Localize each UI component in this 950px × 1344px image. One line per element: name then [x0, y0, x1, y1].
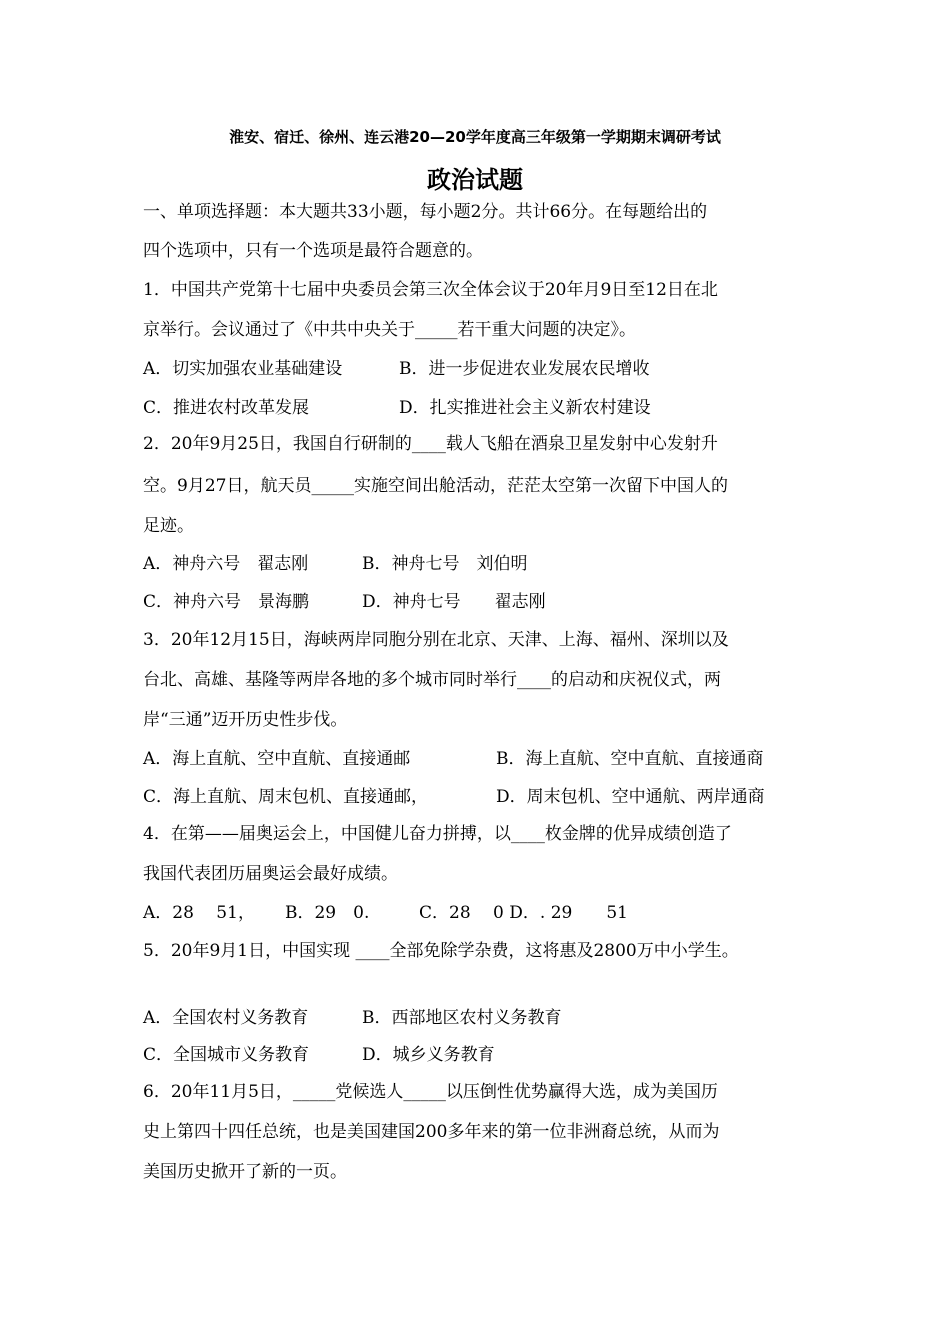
question-2-stem-line-3: 足迹。: [143, 516, 194, 536]
question-1-stem-line-1: 1．中国共产党第十七届中央委员会第三次全体会议于20年月9日至12日在北: [143, 280, 718, 300]
question-3-stem-line-3: 岸“三通”迈开历史性步伐。: [143, 710, 348, 730]
question-5-stem-line-1: 5．20年9月1日，中国实现 ____全部免除学杂费，这将惠及2800万中小学生。: [143, 941, 739, 961]
question-3-options-row-1: [143, 748, 764, 770]
question-1-option-a: A．切实加强农业基础建设: [143, 359, 343, 379]
page-title: 政治试题: [427, 166, 523, 194]
question-2-option-b: B．神舟七号 刘伯明: [362, 554, 528, 574]
question-4-options-row: [143, 902, 628, 924]
question-1-stem-line-2: 京举行。会议通过了《中共中央关于_____若干重大问题的决定》。: [143, 320, 636, 340]
question-2-option-d: D．神舟七号 翟志刚: [362, 592, 546, 612]
section-intro-line-1: 一、单项选择题：本大题共33小题，每小题2分。共计66分。在每题给出的: [143, 202, 708, 222]
question-1-option-c: C．推进农村改革发展: [143, 398, 310, 418]
question-5-option-b: B．西部地区农村义务教育: [362, 1008, 562, 1028]
question-2-stem-line-1: 2．20年9月25日，我国自行研制的____载人飞船在酒泉卫星发射中心发射升: [143, 434, 718, 454]
question-4-option-b: B．29 0.: [285, 903, 370, 923]
question-3-option-d: D．周末包机、空中通航、两岸通商: [496, 787, 765, 807]
question-2-option-a: A．神舟六号 翟志刚: [143, 554, 309, 574]
question-2-option-c: C．神舟六号 景海鹏: [143, 592, 310, 612]
question-5-options-row-2: [143, 1044, 495, 1066]
question-1-option-b: B．进一步促进农业发展农民增收: [399, 359, 650, 379]
question-3-option-b: B．海上直航、空中直航、直接通商: [496, 749, 764, 769]
exam-subtitle: 淮安、宿迁、徐州、连云港20—20学年度高三年级第一学期期末调研考试: [229, 128, 721, 146]
question-1-option-d: D．扎实推进社会主义新农村建设: [399, 398, 651, 418]
question-6-stem-line-3: 美国历史掀开了新的一页。: [143, 1162, 347, 1182]
question-3-stem-line-1: 3．20年12月15日，海峡两岸同胞分别在北京、天津、上海、福州、深圳以及: [143, 630, 729, 650]
question-2-options-row-2: [143, 591, 546, 613]
question-3-options-row-2: [143, 786, 765, 808]
question-2-stem-line-2: 空。9月27日，航天员_____实施空间出舱活动，茫茫太空第一次留下中国人的: [143, 476, 728, 496]
question-3-option-c: C．海上直航、周末包机、直接通邮，: [143, 787, 429, 807]
question-3-option-a: A．海上直航、空中直航、直接通邮: [143, 749, 411, 769]
question-4-option-a: A．28 51，: [143, 903, 255, 923]
question-3-stem-line-2: 台北、高雄、基隆等两岸各地的多个城市同时举行____的启动和庆祝仪式，两: [143, 670, 721, 690]
question-5-option-d: D．城乡义务教育: [362, 1045, 495, 1065]
question-5-option-c: C．全国城市义务教育: [143, 1045, 310, 1065]
section-intro-line-2: 四个选项中，只有一个选项是最符合题意的。: [143, 241, 483, 261]
question-1-options-row-2: [143, 397, 651, 419]
question-4-stem-line-2: 我国代表团历届奥运会最好成绩。: [143, 864, 398, 884]
question-6-stem-line-2: 史上第四十四任总统，也是美国建国200多年来的第一位非洲裔总统，从而为: [143, 1122, 720, 1142]
question-6-stem-line-1: 6．20年11月5日，_____党候选人_____以压倒性优势赢得大选，成为美国历: [143, 1082, 718, 1102]
question-5-options-row-1: [143, 1007, 562, 1029]
question-5-option-a: A．全国农村义务教育: [143, 1008, 309, 1028]
question-4-option-c-d: C．28 0 D．. 29 51: [419, 903, 628, 923]
question-1-options-row-1: [143, 358, 650, 380]
question-2-options-row-1: [143, 553, 528, 575]
question-4-stem-line-1: 4．在第——届奥运会上，中国健儿奋力拼搏，以____枚金牌的优异成绩创造了: [143, 824, 732, 844]
